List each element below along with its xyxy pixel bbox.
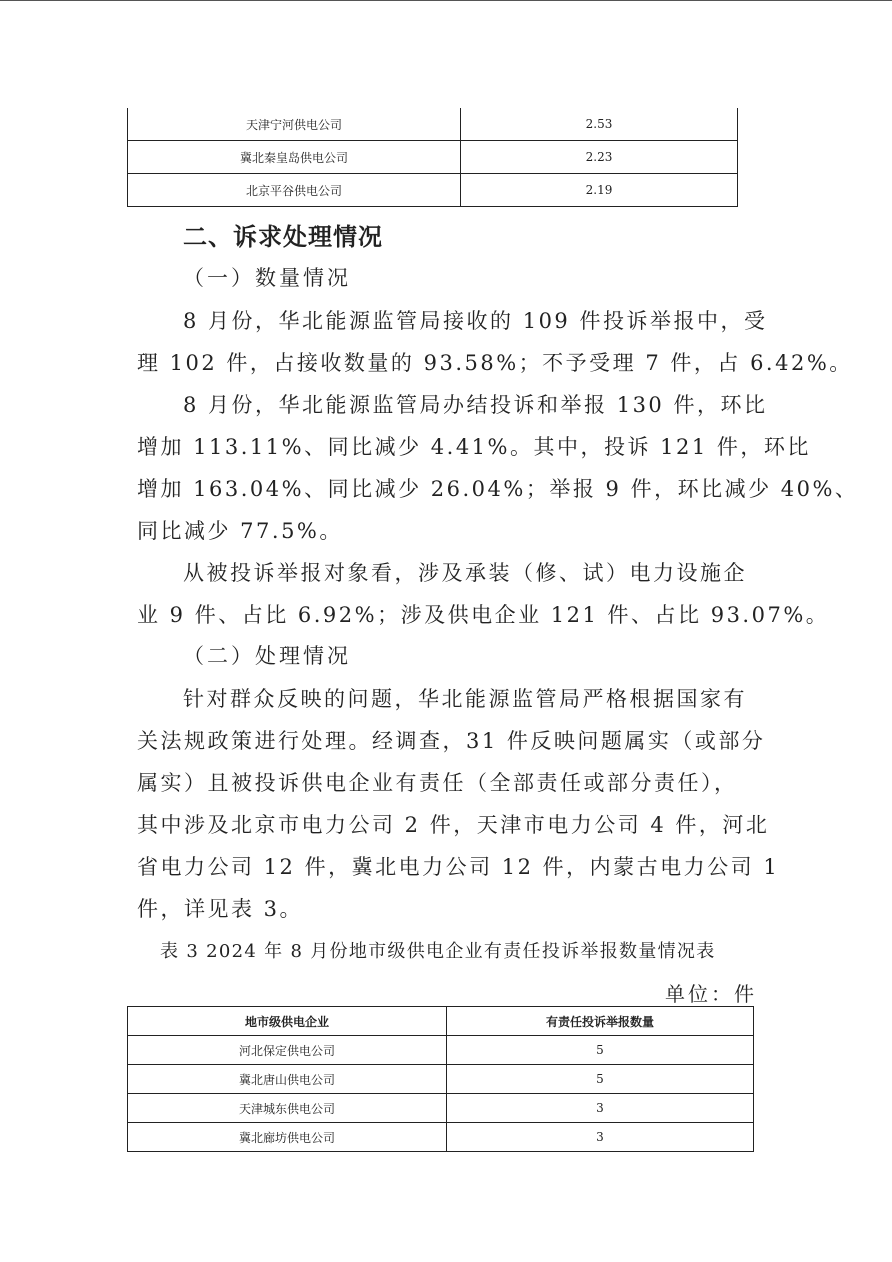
table-cell: 2.23 bbox=[461, 141, 738, 174]
top-continuation-table bbox=[127, 108, 738, 207]
table-row bbox=[128, 1036, 754, 1065]
table-cell: 冀北唐山供电公司 bbox=[128, 1065, 447, 1094]
table-cell: 5 bbox=[447, 1036, 754, 1065]
paragraph-line: 8 月份，华北能源监管局办结投诉和举报 130 件，环比 bbox=[183, 393, 768, 417]
table-row bbox=[128, 1065, 754, 1094]
paragraph-line: 理 102 件，占接收数量的 93.58%；不予受理 7 件，占 6.42%。 bbox=[137, 351, 853, 375]
paragraph-line: 其中涉及北京市电力公司 2 件，天津市电力公司 4 件，河北 bbox=[137, 813, 770, 837]
paragraph-line: 增加 163.04%、同比减少 26.04%；举报 9 件，环比减少 40%、 bbox=[137, 477, 859, 501]
table-cell: 天津城东供电公司 bbox=[128, 1094, 447, 1123]
table-cell: 北京平谷供电公司 bbox=[128, 174, 461, 207]
table-row bbox=[128, 108, 738, 141]
paragraph-line: 针对群众反映的问题，华北能源监管局严格根据国家有 bbox=[183, 687, 747, 711]
column-header: 有责任投诉举报数量 bbox=[447, 1007, 754, 1036]
table-row bbox=[128, 174, 738, 207]
paragraph-line: 从被投诉举报对象看，涉及承装（修、试）电力设施企 bbox=[183, 561, 747, 585]
table-cell: 3 bbox=[447, 1094, 754, 1123]
paragraph-line: 省电力公司 12 件，冀北电力公司 12 件，内蒙古电力公司 1 bbox=[137, 855, 780, 879]
table-caption: 表 3 2024 年 8 月份地市级供电企业有责任投诉举报数量情况表 bbox=[160, 941, 716, 962]
table-cell: 河北保定供电公司 bbox=[128, 1036, 447, 1065]
table-3 bbox=[127, 1006, 754, 1152]
table-cell: 天津宁河供电公司 bbox=[128, 108, 461, 141]
paragraph-line: 关法规政策进行处理。经调查，31 件反映问题属实（或部分 bbox=[137, 729, 766, 753]
paragraph-line: 件，详见表 3。 bbox=[137, 897, 304, 921]
paragraph-line: 业 9 件、占比 6.92%；涉及供电企业 121 件、占比 93.07%。 bbox=[137, 603, 830, 627]
paragraph-line: 8 月份，华北能源监管局接收的 109 件投诉举报中，受 bbox=[183, 309, 768, 333]
table-cell: 2.53 bbox=[461, 108, 738, 141]
table-row bbox=[128, 1123, 754, 1152]
subsection-title-quantity: （一）数量情况 bbox=[183, 266, 351, 290]
table-row bbox=[128, 1094, 754, 1123]
paragraph-line: 属实）且被投诉供电企业有责任（全部责任或部分责任）， bbox=[137, 771, 738, 795]
table-unit-label: 单位：件 bbox=[665, 982, 757, 1006]
table-cell: 5 bbox=[447, 1065, 754, 1094]
table-cell: 2.19 bbox=[461, 174, 738, 207]
subsection-title-handling: （二）处理情况 bbox=[183, 644, 351, 668]
page-top-border bbox=[0, 0, 892, 1]
column-header: 地市级供电企业 bbox=[128, 1007, 447, 1036]
table-cell: 冀北廊坊供电公司 bbox=[128, 1123, 447, 1152]
table-cell: 3 bbox=[447, 1123, 754, 1152]
paragraph-line: 同比减少 77.5%。 bbox=[137, 519, 343, 543]
table-cell: 冀北秦皇岛供电公司 bbox=[128, 141, 461, 174]
table-row bbox=[128, 141, 738, 174]
section-title: 二、诉求处理情况 bbox=[183, 223, 383, 251]
table-header-row bbox=[128, 1007, 754, 1036]
paragraph-line: 增加 113.11%、同比减少 4.41%。其中，投诉 121 件，环比 bbox=[137, 435, 811, 459]
